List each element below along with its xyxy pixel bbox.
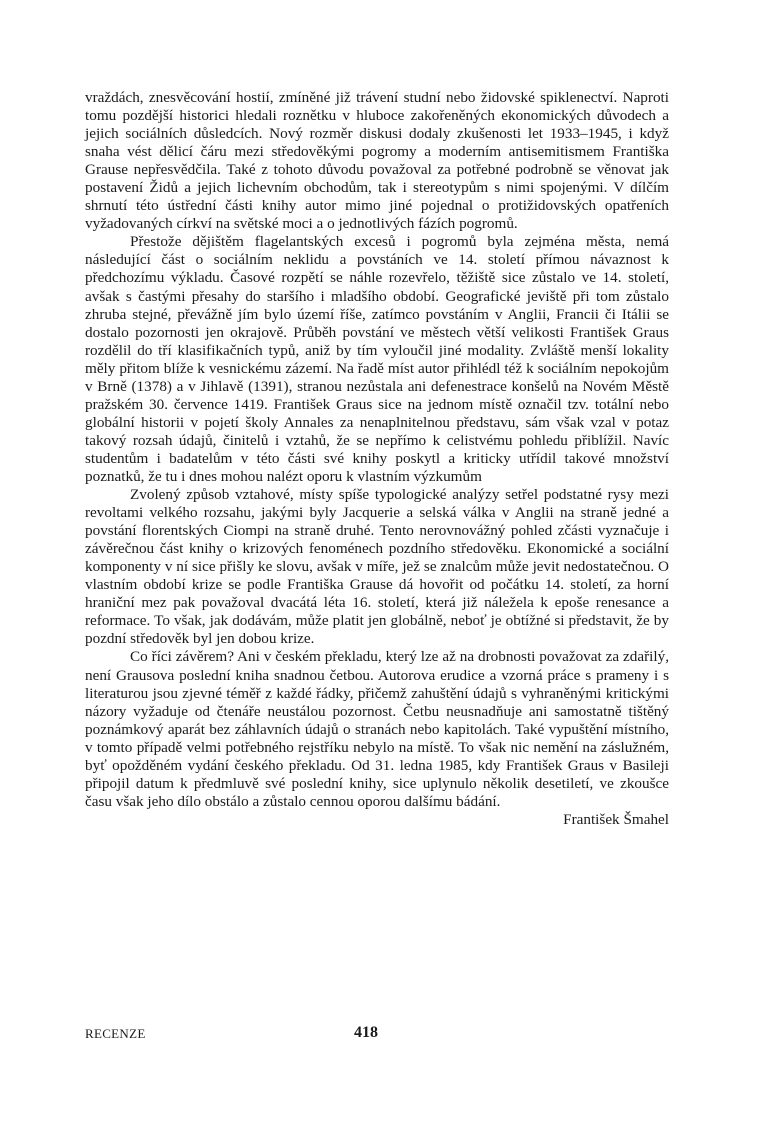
paragraph-3: Zvolený způsob vztahové, místy spíše typologické analýzy setřel podstatné rysy mezi revoltami velkého rozsahu, jakými byly Jacquerie a selská válka v Anglii na straně jedné a povstání florentských Ciompi na straně druhé. Tento nerovnovážný pohled zčásti vyznačuje i závěrečnou část knihy o krizových fenoménech pozdního středověku. Ekonomické a sociální komponenty v ní sice přišly ke slovu, avšak v míře, jež se znalcům může jevit nedostatečnou. O vlastním období krize se podle Františka Grause dá hovořit od počátku 14. století, za horní hraniční mez pak považoval dvacátá léta 16. století, která již náležela k epoše renesance a reformace. To však, jak dodávám, může platit jen globálně, neboť je obtížné si představit, že by pozdní středověk byl jen dobou krize.	[85, 486, 669, 648]
page-number: 418	[354, 1024, 378, 1041]
footer-section-label: RECENZE	[85, 1026, 146, 1041]
paragraph-4: Co říci závěrem? Ani v českém překladu, který lze až na drobnosti považovat za zdařilý, není Grausova poslední kniha snadnou četbou. Autorova erudice a vzorná práce s prameny i s literaturou jsou zjevné téměř z každé řádky, přičemž zahuštění údajů s vyhraněnými kritickými názory vyžaduje od čtenáře neustálou pozornost. Četbu neusnadňuje ani samostatně tištěný poznámkový aparát bez záhlavních údajů o stranách nebo kapitolách. Také vypuštění místního, v tomto případě velmi potřebného rejstříku nebylo na místě. To však nic nemění na záslužném, byť opožděném vydání českého překladu. Od 31. ledna 1985, kdy František Graus v Basileji připojil datum k předmluvě své poslední knihy, sice uplynulo několik desetiletí, ve zkoušce času však jeho dílo obstálo a zůstalo cennou oporou dalšímu bádání.	[85, 648, 669, 810]
review-body	[85, 89, 669, 829]
author-signature: František Šmahel	[563, 810, 669, 828]
paragraph-2: Přestože dějištěm flagelantských excesů i pogromů byla zejména města, nemá následující část o sociálním neklidu a povstáních ve 14. století přímou návaznost k předchozímu výkladu. Časové rozpětí se náhle rozevřelo, těžiště sice zůstalo ve 14. století, avšak s častými přesahy do staršího i mladšího období. Geografické jeviště při tom zůstalo zhruba stejné, převážně jím bylo území říše, zatímco povstáním v Anglii, Francii či Itálii se dostalo pozornosti jen okrajově. Průběh povstání ve městech větší velikosti František Graus rozdělil do tří klasifikačních typů, aniž by tím vyloučil jiné modality. Zvláště menší lokality měly přitom blíže k vesnickému zázemí. Na řadě míst autor přihlédl též k sociálním nepokojům v Brně (1378) a v Jihlavě (1391), stranou nezůstala ani defenestrace konšelů na Novém Městě pražském 30. července 1419. František Graus sice na jednom místě označil tzv. totální nebo globální historii v pojetí školy Annales za nenaplnitelnou představu, sám však vzal v potaz takový rozsah údajů, činitelů i vztahů, že se nepřímo k celistvému pohledu přiblížil. Navíc studentům i badatelům v této části své knihy poskytl a kriticky utřídil takové množství poznatků, že tu i dnes mohou nalézt oporu k vlastním výzkumům	[85, 233, 669, 485]
paragraph-1: vraždách, znesvěcování hostií, zmíněné již trávení studní nebo židovské spiklenectví. Naproti tomu pozdější historici hledali roznětku v hluboce zakořeněných ekonomických důvodech a jejich sociálních důsledcích. Nový rozměr diskusi dodaly zkušenosti let 1933–1945, i když snaha vést dělicí čáru mezi středověkými pogromy a moderním antisemitismem Františka Grause nepřesvědčila. Také z tohoto důvodu považoval za potřebné podrobně se věnovat jak postavení Židů a jejich lichevním obchodům, tak i stereotypům s nimi spojenými. V dílčím shrnutí této ústřední části knihy autor mimo jiné pojednal o protižidovských opatřeních vyžadovaných církví na světské moci a o jednotlivých fázích pogromů.	[85, 89, 669, 233]
